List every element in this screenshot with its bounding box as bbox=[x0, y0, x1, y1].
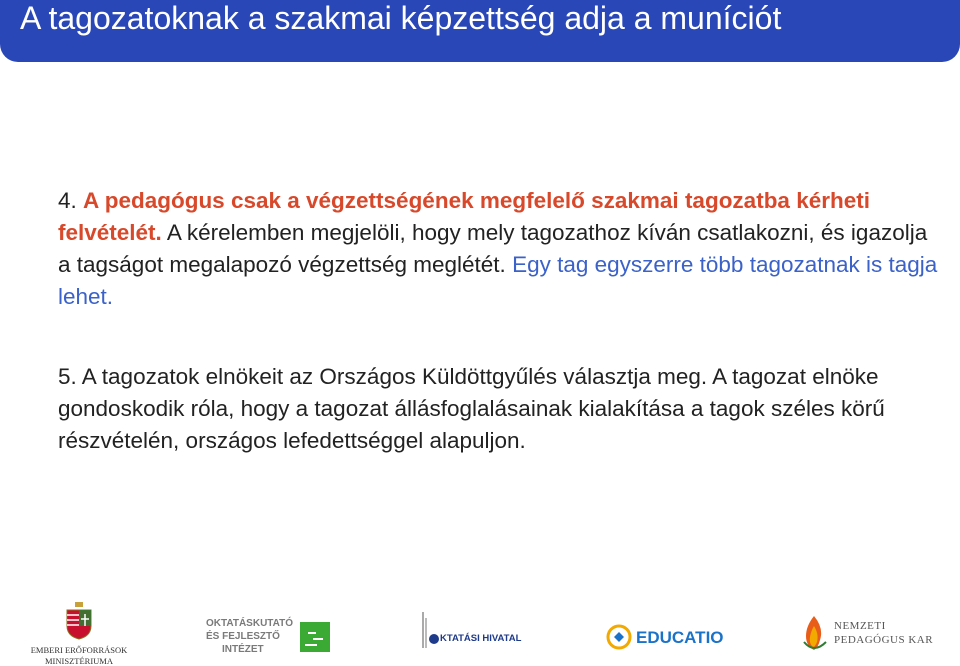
educatio-logo bbox=[606, 622, 726, 656]
paragraph-4-number: 4. bbox=[58, 188, 77, 213]
ofi-mark-icon bbox=[300, 622, 330, 652]
paragraph-5 bbox=[58, 361, 938, 457]
ofi-logo-line2: ÉS FEJLESZTŐ bbox=[206, 631, 280, 642]
ofi-logo bbox=[206, 618, 331, 662]
ofi-logo-line3: INTÉZET bbox=[222, 644, 264, 655]
paragraph-4-highlight: Egy tag egyszerre több tagozatnak is tagja lehet. bbox=[58, 252, 938, 309]
educatio-mark-icon bbox=[606, 624, 632, 650]
emmi-logo-line1: EMBERI ERŐFORRÁSOK bbox=[30, 645, 128, 655]
emmi-logo bbox=[24, 602, 134, 664]
title-bar bbox=[0, 0, 960, 62]
hungarian-coat-of-arms-icon bbox=[64, 602, 94, 640]
oktatasi-hivatal-text: KTATÁSI HIVATAL bbox=[440, 633, 522, 644]
flame-icon bbox=[800, 614, 828, 652]
logo-strip bbox=[0, 596, 960, 666]
educatio-text: EDUCATIO bbox=[636, 628, 724, 647]
npk-logo-line2: PEDAGÓGUS KAR bbox=[834, 634, 934, 646]
paragraph-4 bbox=[58, 185, 938, 313]
page-title: A tagozatoknak a szakmai képzettség adja a muníciót bbox=[20, 0, 782, 36]
oktatasi-hivatal-logo bbox=[420, 612, 535, 658]
npk-logo-line1: NEMZETI bbox=[834, 620, 886, 632]
emmi-logo-line2: MINISZTÉRIUMA bbox=[45, 656, 113, 666]
paragraph-4-emphasis: A pedagógus csak a végzettségének megfelelő szakmai tagozatba kérheti felvételét. bbox=[58, 188, 870, 245]
npk-logo bbox=[800, 614, 950, 658]
ofi-logo-line1: OKTATÁSKUTATÓ bbox=[206, 618, 294, 629]
paragraph-4-body: A kérelemben megjelöli, hogy mely tagozathoz kíván csatlakozni, és igazolja a tagságot megalapozó végzettség meglétét. bbox=[58, 220, 928, 277]
paragraph-5-text: 5. A tagozatok elnökeit az Országos Küldöttgyűlés választja meg. A tagozat elnöke gondoskodik róla, hogy a tagozat állásfoglalásainak kialakítása a tagok széles körű részvételén, országos lefedettséggel alapuljon. bbox=[58, 364, 885, 453]
